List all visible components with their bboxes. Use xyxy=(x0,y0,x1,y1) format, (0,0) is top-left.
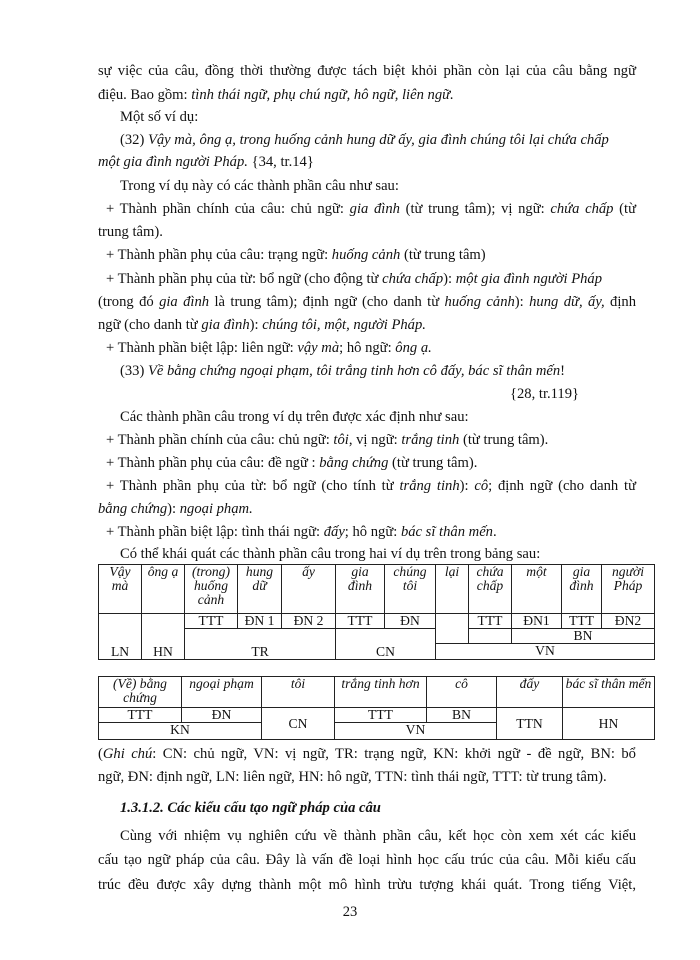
word-cell: lại xyxy=(436,565,469,614)
function-cell: ĐN xyxy=(385,614,436,629)
analysis-table-2 xyxy=(98,676,655,740)
paragraph-line: Các thành phần câu trong ví dụ trên được xác định như sau: xyxy=(120,409,469,425)
section-heading: 1.3.1.2. Các kiểu cấu tạo ngữ pháp của câu xyxy=(120,800,381,816)
word-cell: gia đình xyxy=(562,565,602,614)
paragraph-line: cấu tạo ngữ pháp của câu. Đây là vấn đề loại hình học cấu trúc của câu. Mỗi kiểu cấu xyxy=(98,852,636,868)
function-cell: VN xyxy=(335,723,497,740)
function-cell: TTT xyxy=(562,614,602,629)
empty-cell xyxy=(469,629,512,644)
word-cell: một xyxy=(512,565,562,614)
word-cell: Vậy mà xyxy=(99,565,142,614)
function-cell: ĐN 2 xyxy=(282,614,336,629)
word-cell: chúng tôi xyxy=(385,565,436,614)
function-cell: ĐN 1 xyxy=(238,614,282,629)
word-cell: trắng tinh hơn xyxy=(335,677,427,708)
analysis-line: + Thành phần biệt lập: tình thái ngữ: đấy; hô ngữ: bác sĩ thân mến. xyxy=(106,524,497,540)
function-cell: ĐN xyxy=(182,708,262,723)
word-cell: ngoại phạm xyxy=(182,677,262,708)
word-cell: người Pháp xyxy=(602,565,655,614)
analysis-line: + Thành phần biệt lập: liên ngữ: vậy mà; hô ngữ: ông ạ. xyxy=(106,340,432,356)
function-cell: TTT xyxy=(185,614,238,629)
word-cell: hung dữ xyxy=(238,565,282,614)
function-cell: TTN xyxy=(497,708,563,740)
function-cell: TTT xyxy=(336,614,385,629)
analysis-line: + Thành phần phụ của câu: đề ngữ : bằng chứng (từ trung tâm). xyxy=(106,455,478,471)
empty-cell xyxy=(436,614,469,644)
analysis-line: bằng chứng): ngoại phạm. xyxy=(98,501,253,517)
paragraph-line: trúc đều được xây dựng thành một mô hình trừu tượng khái quát. Trong tiếng Việt, xyxy=(98,877,636,893)
function-cell: LN xyxy=(99,614,142,660)
function-cell: ĐN1 xyxy=(512,614,562,629)
function-cell: TR xyxy=(185,629,336,660)
example-33: (33) Về bằng chứng ngoại phạm, tôi trắng tinh hơn cô đấy, bác sĩ thân mến! xyxy=(120,363,566,379)
example-32: (32) Vậy mà, ông ạ, trong huống cảnh hung dữ ấy, gia đình chúng tôi lại chứa chấp xyxy=(120,132,609,148)
paragraph-line: điệu. Bao gồm: tình thái ngữ, phụ chú ngữ, hô ngữ, liên ngữ. xyxy=(98,87,454,103)
function-cell: CN xyxy=(262,708,335,740)
page-number: 23 xyxy=(342,904,358,920)
function-cell: HN xyxy=(563,708,655,740)
analysis-line: trung tâm). xyxy=(98,224,163,240)
word-cell: đấy xyxy=(497,677,563,708)
analysis-line: + Thành phần chính của câu: chủ ngữ: gia đình (từ trung tâm); vị ngữ: chứa chấp (từ xyxy=(106,201,636,217)
paragraph-line: Cùng với nhiệm vụ nghiên cứu về thành phần câu, kết học còn xem xét các kiểu xyxy=(120,828,636,844)
analysis-table-1 xyxy=(98,564,655,660)
paragraph-line: sự việc của câu, đồng thời thường được tách biệt khỏi phần còn lại của câu bằng ngữ xyxy=(98,63,636,79)
function-cell: ĐN2 xyxy=(602,614,655,629)
function-cell: CN xyxy=(336,629,436,660)
analysis-line: + Thành phần phụ của từ: bổ ngữ (cho động từ chứa chấp): một gia đình người Pháp xyxy=(106,271,603,287)
analysis-line: + Thành phần phụ của câu: trạng ngữ: huống cảnh (từ trung tâm) xyxy=(106,247,486,263)
table-note: ngữ, ĐN: định ngữ, LN: liên ngữ, HN: hô ngữ, TTN: tình thái ngữ, TTT: từ trung tâm). xyxy=(98,769,607,785)
function-cell: TTT xyxy=(99,708,182,723)
analysis-line: (trong đó gia đình là trung tâm); định ngữ (cho danh từ huống cảnh): hung dữ, ấy, định xyxy=(98,294,636,310)
function-cell: TTT xyxy=(335,708,427,723)
word-cell: ông ạ xyxy=(142,565,185,614)
function-cell: VN xyxy=(436,644,655,660)
table-note: (Ghi chú: CN: chủ ngữ, VN: vị ngữ, TR: trạng ngữ, KN: khởi ngữ - đề ngữ, BN: bổ xyxy=(98,746,636,762)
word-cell: (Về) bằng chứng xyxy=(99,677,182,708)
paragraph-line: Một số ví dụ: xyxy=(120,109,199,125)
citation: {28, tr.119} xyxy=(510,386,580,402)
function-cell: TTT xyxy=(469,614,512,629)
function-cell: BN xyxy=(427,708,497,723)
function-cell: HN xyxy=(142,614,185,660)
word-cell: cô xyxy=(427,677,497,708)
example-32-cont: một gia đình người Pháp. {34, tr.14} xyxy=(98,154,314,170)
function-cell: KN xyxy=(99,723,262,740)
analysis-line: + Thành phần chính của câu: chủ ngữ: tôi, vị ngữ: trắng tinh (từ trung tâm). xyxy=(106,432,549,448)
paragraph-line: Có thể khái quát các thành phần câu trong hai ví dụ trên trong bảng sau: xyxy=(120,546,541,562)
word-cell: chứa chấp xyxy=(469,565,512,614)
word-cell: bác sĩ thân mến xyxy=(563,677,655,708)
word-cell: ấy xyxy=(282,565,336,614)
analysis-line: ngữ (cho danh từ gia đình): chúng tôi, một, người Pháp. xyxy=(98,317,426,333)
function-cell: BN xyxy=(512,629,655,644)
word-cell: (trong) huống cảnh xyxy=(185,565,238,614)
analysis-line: + Thành phần phụ của từ: bổ ngữ (cho tính từ trắng tinh): cô; định ngữ (cho danh từ xyxy=(106,478,636,494)
paragraph-line: Trong ví dụ này có các thành phần câu như sau: xyxy=(120,178,399,194)
word-cell: tôi xyxy=(262,677,335,708)
word-cell: gia đình xyxy=(336,565,385,614)
